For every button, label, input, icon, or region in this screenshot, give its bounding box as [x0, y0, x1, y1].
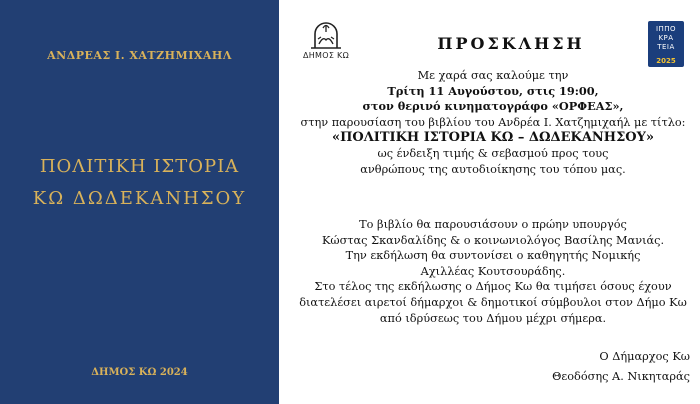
- event-date-line: Τρίτη 11 Αυγούστου, στις 19:00,: [387, 83, 599, 98]
- cover-title-line1: ΠΟΛΙΤΙΚΗ ΙΣΤΟΡΙΑ: [39, 156, 240, 177]
- book-title-line: «ΠΟΛΙΤΙΚΗ ΙΣΤΟΡΙΑ ΚΩ – ΔΩΔΕΚΑΝΗΣΟΥ»: [331, 130, 655, 146]
- book-cover: [0, 0, 279, 404]
- invitation-line: Με χαρά σας καλούμε την: [417, 69, 569, 82]
- invitation-line: στην παρουσίαση του βιβλίου του Ανδρέα Ι. Χατζημιχαήλ με τίτλο:: [300, 115, 686, 129]
- municipality-logo: [296, 20, 356, 60]
- invitation-paragraph-2: [286, 217, 700, 326]
- badge-year: 2025: [656, 57, 676, 65]
- cover-author: ΑΝΔΡΕΑΣ Ι. ΧΑΤΖΗΜΙΧΑΗΛ: [47, 49, 232, 62]
- signature-role: Ο Δήμαρχος Κω: [599, 350, 690, 363]
- invitation-line: Κώστας Σκανδαλίδης & ο κοινωνιολόγος Βασίλης Μανιάς.: [321, 233, 665, 247]
- invitation-line: διατελέσει αιρετοί δήμαρχοι & δημοτικοί σύμβουλοι στον Δήμο Κω: [299, 295, 687, 309]
- municipality-emblem-icon: [309, 20, 343, 50]
- invitation-line: Την εκδήλωση θα συντονίσει ο καθηγητής Νομικής: [345, 249, 641, 263]
- invitation-line: Το βιβλίο θα παρουσιάσουν ο πρώην υπουργός: [359, 218, 627, 231]
- cover-publisher: ΔΗΜΟΣ ΚΩ 2024: [91, 367, 188, 378]
- invitation-line: από ιδρύσεως του Δήμου μέχρι σήμερα.: [379, 311, 607, 325]
- signature-name: Θεοδόσης Α. Νικηταράς: [552, 370, 690, 383]
- invitation-line: Αχιλλέας Κουτσουράδης.: [420, 264, 566, 278]
- invitation-heading: ΠΡΟΣΚΛΗΣΗ: [437, 34, 585, 53]
- invitation-line: Στο τέλος της εκδήλωσης ο Δήμος Κω θα τιμήσει όσους έχουν: [314, 280, 672, 294]
- invitation-line: ως ένδειξη τιμής & σεβασμού προς τους: [377, 146, 609, 160]
- event-venue-line: στον θερινό κινηματογράφο «ΟΡΦΕΑΣ»,: [362, 99, 624, 114]
- badge-line1: ΙΠΠΟ: [655, 25, 677, 33]
- logo-caption: ΔΗΜΟΣ ΚΩ: [302, 51, 350, 60]
- invitation-line: ανθρώπους της αυτοδιοίκησης του τόπου μας.: [360, 162, 626, 176]
- hippocratia-badge: [648, 21, 684, 67]
- badge-line3: ΤΕΙΑ: [657, 43, 675, 51]
- invitation-paragraph-1: [286, 68, 700, 177]
- badge-line2: ΚΡΑ: [658, 34, 674, 42]
- cover-title-line2: ΚΩ ΔΩΔΕΚΑΝΗΣΟΥ: [32, 188, 247, 209]
